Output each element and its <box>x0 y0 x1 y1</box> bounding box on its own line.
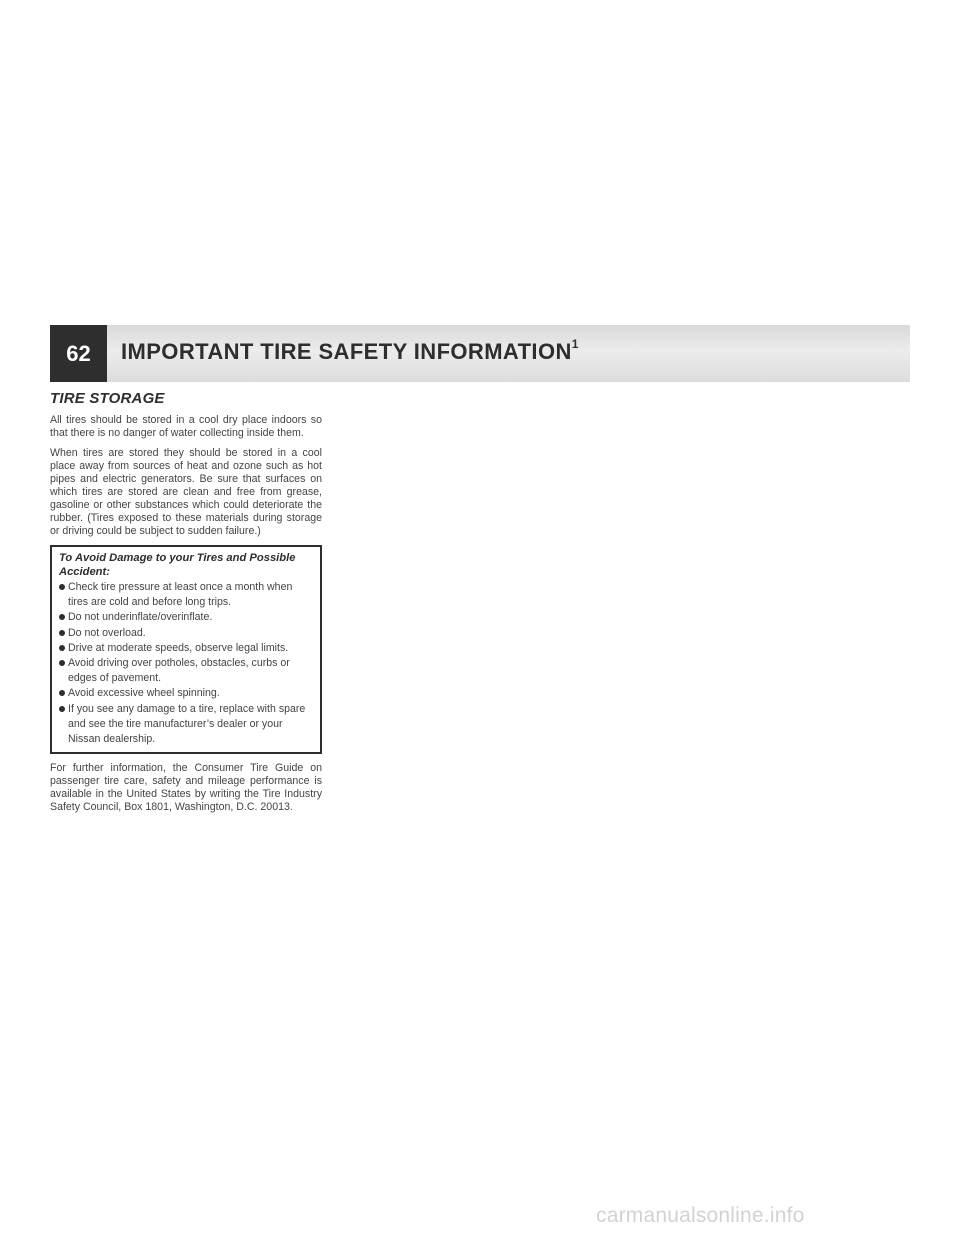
warning-item-text: Do not overload. <box>68 626 146 639</box>
warning-box <box>50 545 322 754</box>
warning-list-item <box>59 641 312 656</box>
warning-list-item <box>59 702 312 748</box>
warning-list-item <box>59 580 312 610</box>
warning-item-text: Check tire pressure at least once a month when tires are cold and before long trips. <box>68 581 293 609</box>
watermark-text: carmanualsonline.info <box>596 1204 805 1227</box>
bullet-icon <box>59 630 65 636</box>
page-number-text: 62 <box>66 340 91 366</box>
warning-item-text: Avoid excessive wheel spinning. <box>68 687 220 700</box>
bullet-icon <box>59 690 65 696</box>
paragraph-storage-details: When tires are stored they should be stored in a cool place away from sources of heat and ozone such as hot pipes and electric generators. Be sure that surfaces on which tires are stored are clean and free from grease, gasoline or other substances which could deteriorate the rubber. (Tires exposed to these materials during storage or driving could be subject to sudden failure.) <box>50 447 322 537</box>
warning-list-item <box>59 686 312 701</box>
bullet-icon <box>59 614 65 620</box>
content-column <box>50 390 322 821</box>
warning-list <box>59 580 312 747</box>
warning-item-text: Avoid driving over potholes, obstacles, curbs or edges of pavement. <box>68 657 290 685</box>
warning-item-text: If you see any damage to a tire, replace with spare and see the tire manufacturer’s dealer or your Nissan dealership. <box>68 702 306 746</box>
warning-list-item <box>59 626 312 641</box>
paragraph-further-info: For further information, the Consumer Tire Guide on passenger tire care, safety and mileage performance is available in the United States by writing the Tire Industry Safety Council, Box 1801, Washington, D.C. 20013. <box>50 762 322 814</box>
bullet-icon <box>59 584 65 590</box>
page-number <box>50 325 107 382</box>
chapter-title-text: IMPORTANT TIRE SAFETY INFORMATION <box>121 339 572 364</box>
paragraph-storage-intro: All tires should be stored in a cool dry place indoors so that there is no danger of water collecting inside them. <box>50 414 322 439</box>
warning-item-text: Do not underinflate/overinflate. <box>68 611 213 624</box>
warning-title: To Avoid Damage to your Tires and Possible Accident: <box>59 552 296 578</box>
chapter-title-footnote-mark: 1 <box>571 336 579 351</box>
section-title: TIRE STORAGE <box>50 390 165 407</box>
warning-list-item <box>59 656 312 686</box>
bullet-icon <box>59 660 65 666</box>
warning-list-item <box>59 610 312 625</box>
chapter-title <box>121 336 579 365</box>
warning-item-text: Drive at moderate speeds, observe legal limits. <box>68 641 289 654</box>
bullet-icon <box>59 706 65 712</box>
bullet-icon <box>59 645 65 651</box>
